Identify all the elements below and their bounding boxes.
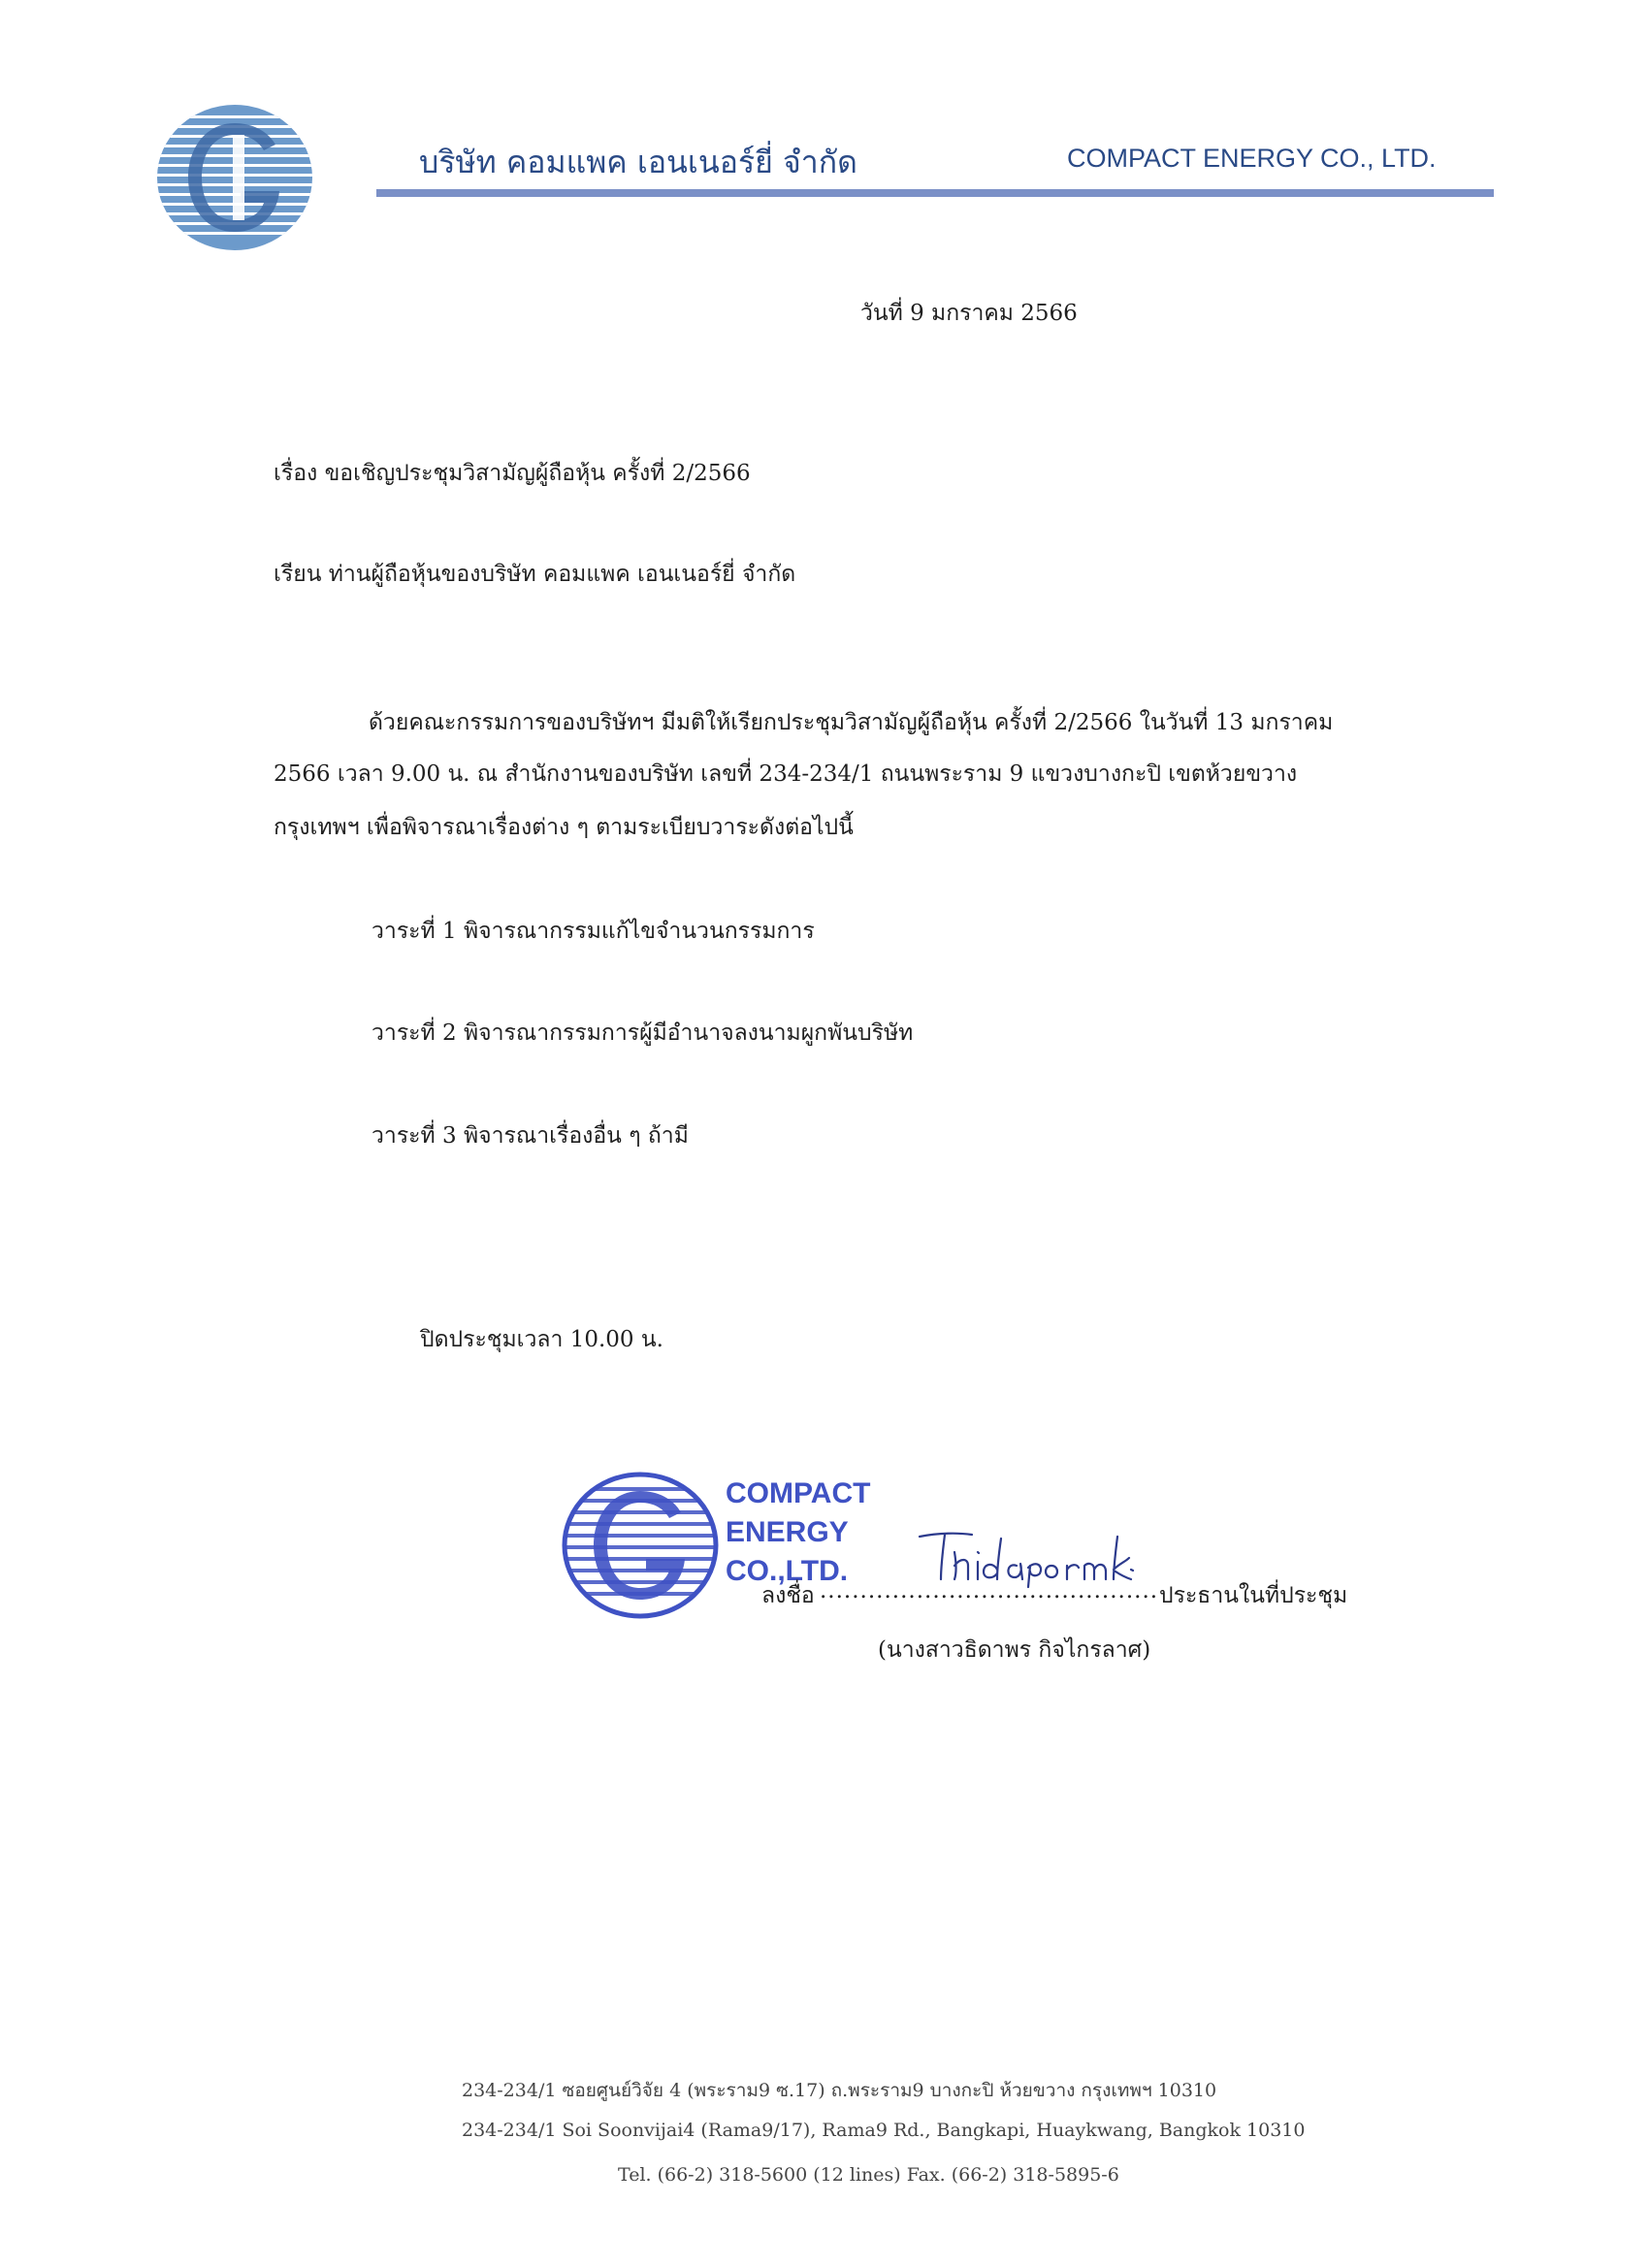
signatory-role: ประธานในที่ประชุม xyxy=(1159,1583,1348,1608)
stamp-line-1: COMPACT xyxy=(726,1477,871,1509)
closing-time: ปิดประชุมเวลา 10.00 น. xyxy=(420,1327,663,1352)
signature-label: ลงชื่อ xyxy=(761,1583,815,1608)
company-name-thai: บริษัท คอมแพค เอนเนอร์ยี่ จำกัด xyxy=(419,144,857,180)
letterhead-divider xyxy=(376,189,1494,197)
footer-contact: Tel. (66-2) 318-5600 (12 lines) Fax. (66-2) 318-5895-6 xyxy=(618,2164,1119,2186)
footer-address-english: 234-234/1 Soi Soonvijai4 (Rama9/17), Rama9 Rd., Bangkapi, Huaykwang, Bangkok 10310 xyxy=(462,2120,1306,2141)
letter-salutation: เรียน ท่านผู้ถือหุ้นของบริษัท คอมแพค เอนเนอร์ยี่ จำกัด xyxy=(274,562,796,587)
agenda-item-2: วาระที่ 2 พิจารณากรรมการผู้มีอำนาจลงนามผูกพันบริษัท xyxy=(372,1021,914,1046)
body-paragraph-line-1: ด้วยคณะกรรมการของบริษัทฯ มีมติให้เรียกประชุมวิสามัญผู้ถือหุ้น ครั้งที่ 2/2566 ในวันที่ 13 มกราคม xyxy=(369,710,1334,735)
company-name-english: COMPACT ENERGY CO., LTD. xyxy=(1067,144,1437,173)
signatory-name: (นางสาวธิดาพร กิจไกรลาศ) xyxy=(878,1637,1151,1663)
stamp-line-2: ENERGY xyxy=(726,1516,849,1548)
letter-subject: เรื่อง ขอเชิญประชุมวิสามัญผู้ถือหุ้น ครั้งที่ 2/2566 xyxy=(274,461,751,486)
body-paragraph-line-3: กรุงเทพฯ เพื่อพิจารณาเรื่องต่าง ๆ ตามระเบียบวาระดังต่อไปนี้ xyxy=(274,815,854,840)
letter-date: วันที่ 9 มกราคม 2566 xyxy=(860,301,1078,326)
company-logo xyxy=(155,102,315,252)
agenda-item-1: วาระที่ 1 พิจารณากรรมแก้ไขจำนวนกรรมการ xyxy=(372,919,815,944)
body-paragraph-line-2: 2566 เวลา 9.00 น. ณ สำนักงานของบริษัท เลขที่ 234-234/1 ถนนพระราม 9 แขวงบางกะปิ เขตห้วยขวาง xyxy=(274,761,1298,787)
footer-address-thai: 234-234/1 ซอยศูนย์วิจัย 4 (พระราม9 ซ.17) ถ.พระราม9 บางกะปิ ห้วยขวาง กรุงเทพฯ 10310 xyxy=(462,2080,1217,2101)
stamp-line-3: CO.,LTD. xyxy=(726,1555,849,1587)
signature-line: .......................................... xyxy=(820,1578,1159,1604)
agenda-item-3: วาระที่ 3 พิจารณาเรื่องอื่น ๆ ถ้ามี xyxy=(372,1123,689,1149)
